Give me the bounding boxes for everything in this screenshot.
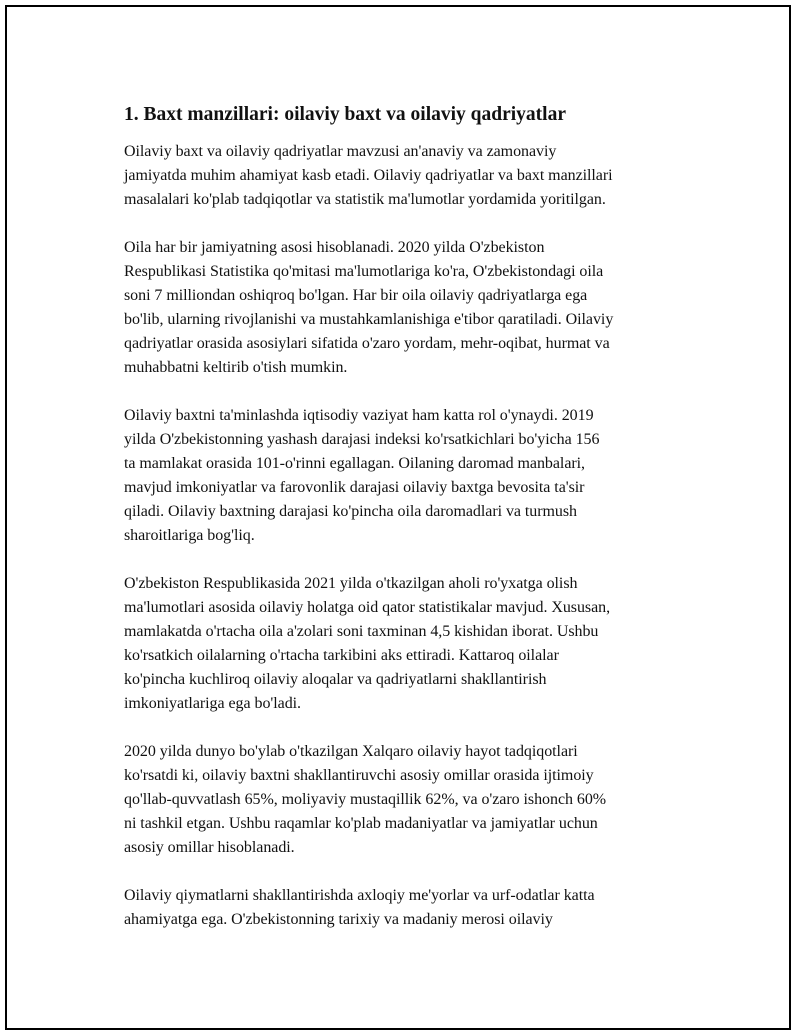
text-line: ahamiyatga ega. O'zbekistonning tarixiy va madaniy merosi oilaviy [124, 911, 553, 928]
text-line: ni tashkil etgan. Ushbu raqamlar ko'plab madaniyatlar va jamiyatlar uchun [124, 815, 598, 832]
text-line: soni 7 milliondan oshiqroq bo'lgan. Har bir oila oilaviy qadriyatlarga ega [124, 287, 588, 304]
text-line: Oilaviy baxtni ta'minlashda iqtisodiy vaziyat ham katta rol o'ynaydi. 2019 [124, 407, 594, 424]
text-line: qo'llab-quvvatlash 65%, moliyaviy mustaqillik 62%, va o'zaro ishonch 60% [124, 791, 607, 808]
paragraph-6 [124, 884, 704, 932]
text-line: ko'rsatdi ki, oilaviy baxtni shakllantiruvchi asosiy omillar orasida ijtimoiy [124, 767, 594, 784]
text-line: qiladi. Oilaviy baxtning darajasi ko'pincha oila daromadlari va turmush [124, 503, 577, 520]
text-line: ta mamlakat orasida 101-o'rinni egallagan. Oilaning daromad manbalari, [124, 455, 586, 472]
text-line: ma'lumotlari asosida oilaviy holatga oid qator statistikalar mavjud. Xususan, [124, 599, 611, 616]
paragraph-5 [124, 740, 704, 860]
document-page [5, 5, 791, 1030]
text-line: Respublikasi Statistika qo'mitasi ma'lumotlariga ko'ra, O'zbekistondagi oila [124, 263, 604, 280]
text-line: Oila har bir jamiyatning asosi hisoblanadi. 2020 yilda O'zbekiston [124, 239, 545, 256]
text-line: mavjud imkoniyatlar va farovonlik darajasi oilaviy baxtga bevosita ta'sir [124, 479, 585, 496]
text-line: yilda O'zbekistonning yashash darajasi indeksi ko'rsatkichlari bo'yicha 156 [124, 431, 600, 448]
text-line: ko'pincha kuchliroq oilaviy aloqalar va qadriyatlarni shakllantirish [124, 671, 547, 688]
text-line: ko'rsatkich oilalarning o'rtacha tarkibini aks ettiradi. Kattaroq oilalar [124, 647, 559, 664]
text-line: sharoitlariga bog'liq. [124, 527, 255, 544]
section-heading: 1. Baxt manzillari: oilaviy baxt va oilaviy qadriyatlar [124, 104, 566, 125]
text-line: Oilaviy baxt va oilaviy qadriyatlar mavzusi an'anaviy va zamonaviy [124, 143, 557, 160]
text-line: Oilaviy qiymatlarni shakllantirishda axloqiy me'yorlar va urf-odatlar katta [124, 887, 595, 904]
text-line: qadriyatlar orasida asosiylari sifatida o'zaro yordam, mehr-oqibat, hurmat va [124, 335, 610, 352]
paragraph-2 [124, 236, 704, 380]
document-content [124, 103, 704, 956]
text-line: asosiy omillar hisoblanadi. [124, 839, 295, 856]
text-line: O'zbekiston Respublikasida 2021 yilda o'tkazilgan aholi ro'yxatga olish [124, 575, 578, 592]
text-line: masalalari ko'plab tadqiqotlar va statistik ma'lumotlar yordamida yoritilgan. [124, 191, 606, 208]
text-line: imkoniyatlariga ega bo'ladi. [124, 695, 301, 712]
text-line: mamlakatda o'rtacha oila a'zolari soni taxminan 4,5 kishidan iborat. Ushbu [124, 623, 599, 640]
text-line: muhabbatni keltirib o'tish mumkin. [124, 359, 348, 376]
text-line: jamiyatda muhim ahamiyat kasb etadi. Oilaviy qadriyatlar va baxt manzillari [124, 167, 613, 184]
paragraph-1 [124, 140, 704, 212]
text-line: bo'lib, ularning rivojlanishi va mustahkamlanishiga e'tibor qaratiladi. Oilaviy [124, 311, 614, 328]
text-line: 2020 yilda dunyo bo'ylab o'tkazilgan Xalqaro oilaviy hayot tadqiqotlari [124, 743, 578, 760]
paragraph-4 [124, 572, 704, 716]
paragraph-3 [124, 404, 704, 548]
